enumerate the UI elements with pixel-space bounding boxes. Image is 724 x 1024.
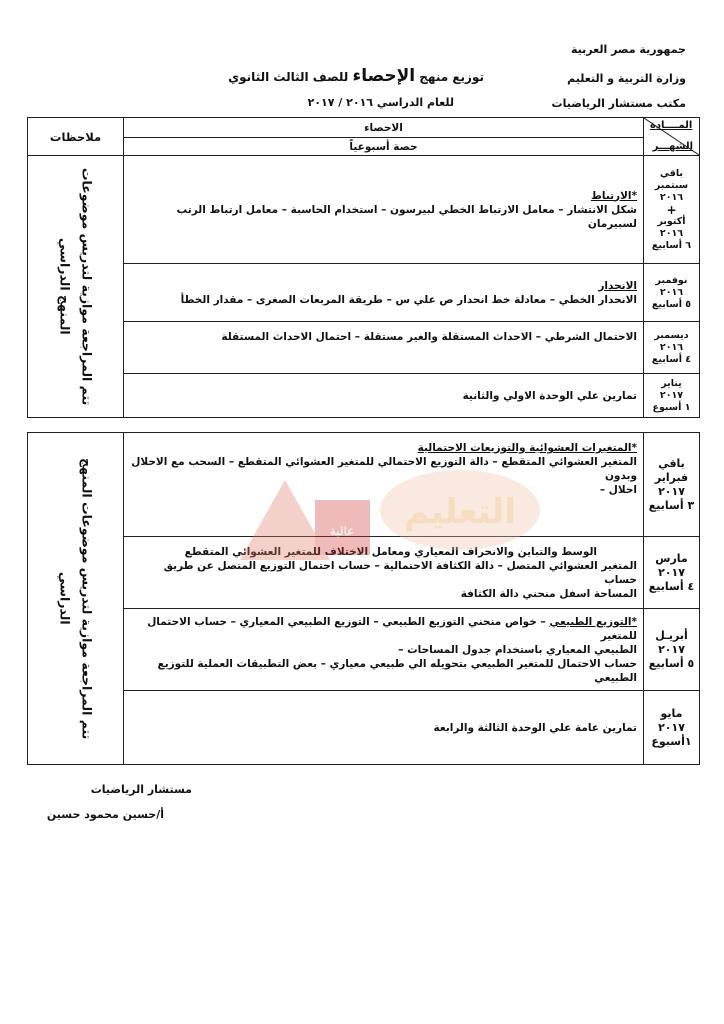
weeks-count: ٥ أسابيع xyxy=(648,656,695,670)
topic-heading: *المتغيرات العشوائية والتوزيعات الاحتمالية xyxy=(417,442,637,454)
title-prefix: توزيع منهج xyxy=(419,70,484,84)
month-year: ٢٠١٧ xyxy=(658,565,685,579)
topic-line: الانحدار الخطي – معادلة خط انحدار ص علي س – طريقة المربعات الصغرى – مقدار الخطأ xyxy=(180,293,637,306)
header-office: مكتب مستشار الرياضيات xyxy=(551,97,686,110)
notes-header: ملاحظات xyxy=(28,118,124,156)
month-year: ٢٠١٧ xyxy=(658,484,685,498)
month-year: ٢٠١٧ xyxy=(658,642,685,656)
title-grade: للصف الثالث الثانوي xyxy=(228,70,349,84)
weeks-count: ١ أسبوع xyxy=(652,401,691,413)
topic-line: الطبيعي المعياري باستخدام جدول المساحات – xyxy=(398,643,637,656)
month-name: يناير xyxy=(661,377,682,389)
month-cell xyxy=(644,156,700,264)
title-subject: الإحصاء xyxy=(352,66,416,86)
weeks-count: ١أسبوع xyxy=(651,734,692,748)
month-cell xyxy=(644,374,700,418)
academic-year: للعام الدراسي ٢٠١٦ / ٢٠١٧ xyxy=(307,96,454,109)
notes-cell xyxy=(28,156,124,418)
weeks-count: ٤ أسابيع xyxy=(648,579,695,593)
material-label: المــــادة xyxy=(650,120,693,131)
month-name: أبريـل xyxy=(655,628,688,642)
topic-line: المتغير العشوائي المتقطع – دالة التوزيع الاحتمالي للمتغير العشوائي المتقطع – السحب مع الاحلال وبدون xyxy=(131,456,637,482)
weekly-cell: حصة أسبوعياً xyxy=(124,138,644,156)
topic-heading: الانحدار xyxy=(598,279,637,292)
month-year-2: ٢٠١٦ xyxy=(659,227,684,239)
month-name: مارس xyxy=(655,551,688,565)
month-name: ديسمبر xyxy=(654,329,689,341)
month-year: ٢٠١٧ xyxy=(658,720,685,734)
header-country: جمهورية مصر العربية xyxy=(571,43,686,56)
month-year: ٢٠١٧ xyxy=(659,389,684,401)
topic-cell xyxy=(124,374,644,418)
topic-line: حساب الاحتمال للمتغير الطبيعي بتحويله الي طبيعي معياري – بعض التطبيقات العملية للتوزيع الطبيعي xyxy=(157,657,637,684)
page-title xyxy=(228,66,484,86)
month-name-2: فبراير xyxy=(654,470,689,484)
schedule-table-1 xyxy=(27,117,700,418)
watermark-tag: عالية xyxy=(329,524,355,538)
notes-text: تتم المراجعة موازية لتدريس موضوعات المنهج الدراسي xyxy=(57,167,95,406)
month-name: مايو xyxy=(660,706,683,720)
weeks-count: ٤ أسابيع xyxy=(651,353,692,365)
month-year: ٢٠١٦ xyxy=(659,341,684,353)
topic-line: احلال – xyxy=(599,484,637,496)
plus-sign: + xyxy=(666,202,677,217)
month-cell xyxy=(644,433,700,537)
month-cell xyxy=(644,691,700,765)
header-ministry: وزارة التربية و التعليم xyxy=(567,72,686,85)
month-cell xyxy=(644,609,700,691)
month-cell xyxy=(644,537,700,609)
topic-heading: *الارتباط xyxy=(590,189,637,202)
topic-cell xyxy=(124,537,644,609)
topic-cell xyxy=(124,322,644,374)
topic-cell xyxy=(124,433,644,537)
topic-cell xyxy=(124,264,644,322)
weeks-count: ٦ أسابيع xyxy=(651,239,692,251)
weeks-count: ٥ أسابيع xyxy=(651,298,692,310)
month-year: ٢٠١٦ xyxy=(659,191,684,203)
topic-line xyxy=(130,615,637,643)
notes-cell xyxy=(28,433,124,765)
topic-line: تمارين علي الوحدة الاولي والثانية xyxy=(462,389,637,402)
month-year: ٢٠١٦ xyxy=(659,286,684,298)
month-cell xyxy=(644,322,700,374)
topic-line: الاحتمال الشرطي – الاحداث المستقلة والغير مستقلة – احتمال الاحداث المستقلة xyxy=(221,331,637,343)
month-name: نوفمبر xyxy=(655,274,688,286)
watermark-text: التعليم xyxy=(404,492,516,532)
footer-role: مستشار الرياضيات xyxy=(90,783,192,796)
notes-text: تتم المراجعة موازية لتدريس موضوعات المنهج الدراسي xyxy=(57,457,95,740)
topic-line: تمارين عامة علي الوحدة الثالثة والرابعة xyxy=(433,721,637,734)
corner-header-cell xyxy=(644,118,700,156)
topic-cell xyxy=(124,691,644,765)
schedule-table-2 xyxy=(27,432,700,765)
topic-heading: *التوزيع الطبيعي xyxy=(549,615,637,628)
topic-line: شكل الانتشار – معامل الارتباط الخطي لبيرسون – استخدام الحاسبة – معامل ارتباط الرتب لسبيرمان xyxy=(176,203,637,230)
topic-line: المتغير العشوائي المتصل – دالة الكثافة الاحتمالية – حساب احتمال التوزيع المتصل عن طريق حساب xyxy=(163,559,637,586)
footer-name: أ/حسين محمود حسين xyxy=(46,808,164,821)
month-label: الشهـــر xyxy=(652,141,693,152)
month-cell xyxy=(644,264,700,322)
weeks-count: ٣ أسابيع xyxy=(648,498,695,512)
month-name: باقي xyxy=(658,456,685,470)
topic-line: المساحة اسفل منحني دالة الكثافة xyxy=(460,587,637,600)
topic-heading-tail: – خواص منحني التوزيع الطبيعي – التوزيع الطبيعي المعياري – حساب الاحتمال للمتغير xyxy=(147,615,637,642)
topic-line: الوسط والتباين والانحراف المعياري ومعامل الاختلاف للمتغير العشوائي المتقطع xyxy=(184,545,597,558)
month-name-2: أكتوبر xyxy=(657,215,686,227)
topic-cell xyxy=(124,609,644,691)
subject-cell: الاحصاء xyxy=(124,118,644,138)
topic-cell xyxy=(124,156,644,264)
month-name: باقي سبتمبر xyxy=(654,167,689,191)
